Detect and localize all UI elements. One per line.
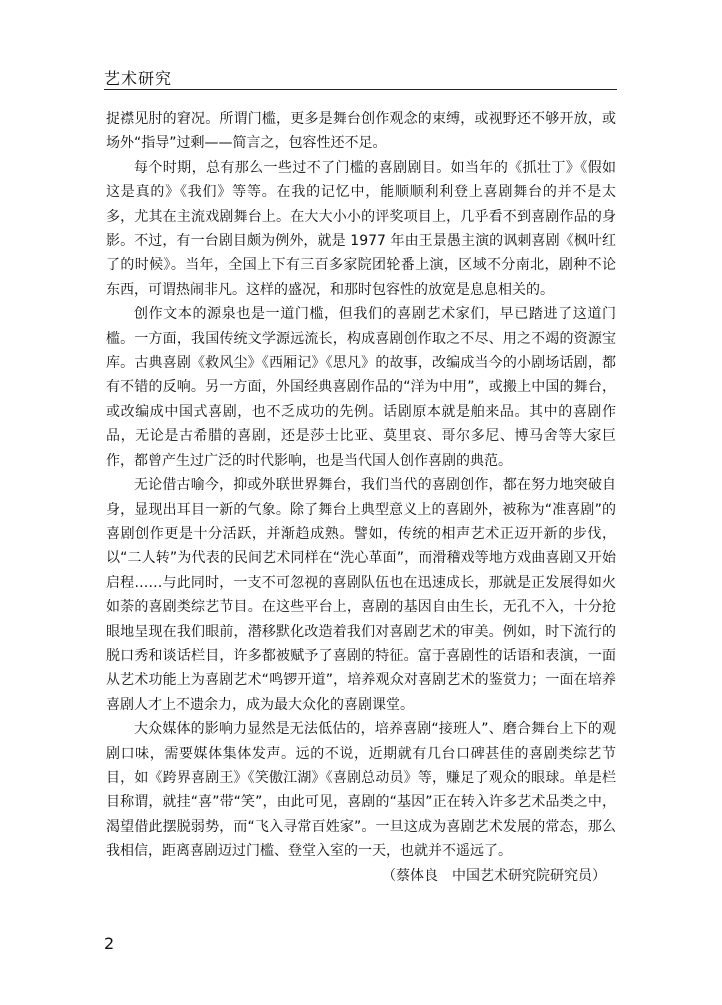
paragraph-continued: 捉襟见肘的窘况。所谓门槛，更多是舞台创作观念的束缚，或视野还不够开放，或场外“指导”过剩——简言之，包容性还不足。 xyxy=(106,111,616,152)
paragraph: 每个时期，总有那么一些过不了门槛的喜剧剧目。如当年的《抓壮丁》《假如这是真的》《我们》等等。在我的记忆中，能顺顺利利登上喜剧舞台的并不是太多，尤其在主流戏剧舞台上。在大大小小的评奖项目上，几乎看不到喜剧作品的身影。不过，有一台剧目颇为例外，就是 1977 年由王景愚主演的讽刺喜剧《枫叶红了的时候》。当年，全国上下有三百多家院团轮番上演，区域不分南北，剧种不论东西，可谓热闹非凡。这样的盛况，和那时包容性的放宽是息息相关的。 xyxy=(106,159,616,298)
header-rule xyxy=(104,89,617,90)
paragraph: 大众媒体的影响力显然是无法低估的，培养喜剧“接班人”、磨合舞台上下的观剧口味，需要媒体集体发声。远的不说，近期就有几台口碑甚佳的喜剧类综艺节目，如《跨界喜剧王》《笑傲江湖》《喜剧总动员》等，赚足了观众的眼球。单是栏目称谓，就挂“喜”带“笑”，由此可见，喜剧的“基因”正在转入许多艺术品类之中，渴望借此摆脱弱势，而“飞入寻常百姓家”。一旦这成为喜剧艺术发展的常态，那么我相信，距离喜剧迈过门槛、登堂入室的一天，也就并不遥远了。 xyxy=(106,721,616,860)
paragraph: 无论借古喻今，抑或外联世界舞台，我们当代的喜剧创作，都在努力地突破自身，显现出耳目一新的气象。除了舞台上典型意义上的喜剧外，被称为“准喜剧”的喜剧创作更是十分活跃，并渐趋成熟。譬如，传统的相声艺术正迈开新的步伐，以“二人转”为代表的民间艺术同样在“洗心革面”，而滑稽戏等地方戏曲喜剧又开始启程……与此同时，一支不可忽视的喜剧队伍也在迅速成长，那就是正发展得如火如荼的喜剧类综艺节目。在这些平台上，喜剧的基因自由生长，无孔不入，十分抢眼地呈现在我们眼前，潜移默化改造着我们对喜剧艺术的审美。例如，时下流行的脱口秀和谈话栏目，许多都被赋予了喜剧的特征。富于喜剧性的话语和表演，一面从艺术功能上为喜剧艺术“鸣锣开道”，培养观众对喜剧艺术的鉴赏力；一面在培养喜剧人才上不遗余力，成为最大众化的喜剧课堂。 xyxy=(106,477,616,713)
running-header-title: 艺术研究 xyxy=(104,69,173,88)
paragraph: 创作文本的源泉也是一道门槛，但我们的喜剧艺术家们，早已踏进了这道门槛。一方面，我国传统文学源远流长，构成喜剧创作取之不尽、用之不竭的资源宝库。古典喜剧《救风尘》《西厢记》《思凡》的故事，改编成当今的小剧场话剧，都有不错的反响。另一方面，外国经典喜剧作品的“洋为中用”，或搬上中国的舞台，或改编成中国式喜剧，也不乏成功的先例。话剧原本就是舶来品。其中的喜剧作品，无论是古希腊的喜剧，还是莎士比亚、莫里哀、哥尔多尼、博马舍等大家巨作，都曾产生过广泛的时代影响，也是当代国人创作喜剧的典范。 xyxy=(106,306,616,469)
article-body xyxy=(106,107,616,888)
author-signature: （蔡体良 中国艺术研究院研究员） xyxy=(382,867,606,884)
page-number: 2 xyxy=(104,934,115,953)
